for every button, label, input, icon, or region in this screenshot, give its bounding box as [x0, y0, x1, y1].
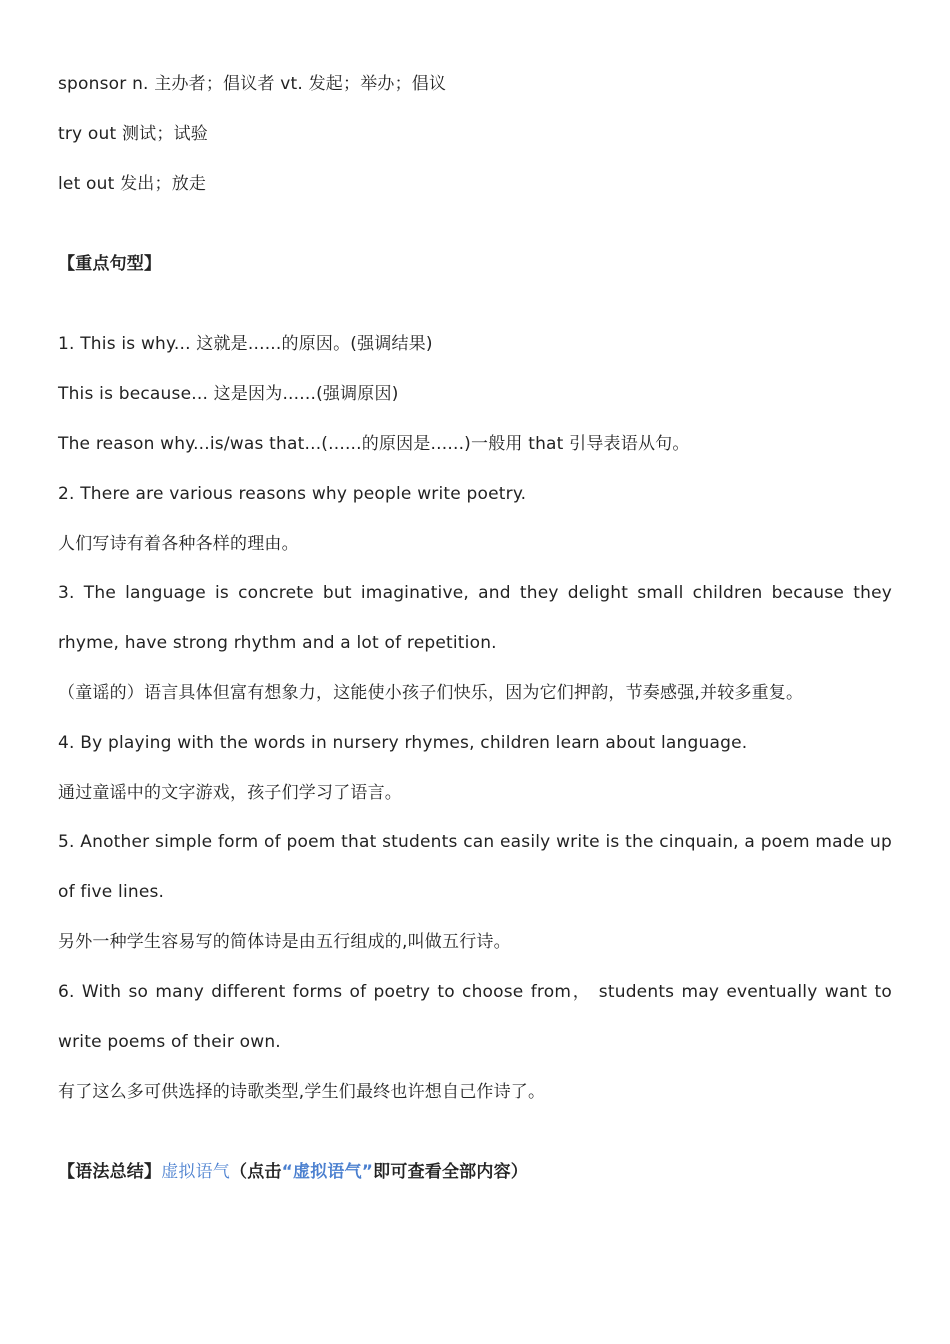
vocab-let-out: let out 发出；放走	[58, 174, 207, 194]
sentence-5-zh: 另外一种学生容易写的简体诗是由五行组成的,叫做五行诗。	[58, 932, 511, 952]
vocab-try-out: try out 测试；试验	[58, 124, 208, 144]
sentence-6-zh: 有了这么多可供选择的诗歌类型,学生们最终也许想自己作诗了。	[58, 1082, 546, 1102]
sentence-5-en-line1: 5. Another simple form of poem that students can easily write is the cinquain, a poem made up	[58, 832, 892, 852]
grammar-note-close: 即可查看全部内容）	[373, 1162, 528, 1182]
grammar-label: 【语法总结】	[58, 1162, 162, 1182]
grammar-note-link[interactable]: “虚拟语气”	[281, 1162, 374, 1182]
sentence-1b: This is because... 这是因为......(强调原因)	[58, 384, 399, 404]
grammar-summary	[58, 1160, 892, 1184]
sentence-4-zh: 通过童谣中的文字游戏，孩子们学习了语言。	[58, 783, 402, 803]
sentence-6-en-line1: 6. With so many different forms of poetry to choose from， students may eventually want to	[58, 982, 892, 1002]
sentence-1a: 1. This is why... 这就是......的原因。(强调结果)	[58, 334, 433, 354]
sentence-5-en-line2: of five lines.	[58, 882, 165, 902]
sentence-3-en-line1: 3. The language is concrete but imaginative, and they delight small children because they	[58, 583, 892, 603]
sentence-2-en: 2. There are various reasons why people write poetry.	[58, 484, 527, 504]
sentence-3-zh: （童谣的）语言具体但富有想象力，这能使小孩子们快乐，因为它们押韵，节奏感强,并较多重复。	[58, 683, 804, 703]
grammar-note-open: （点击	[230, 1162, 282, 1182]
sentence-3-en-line2: rhyme, have strong rhythm and a lot of repetition.	[58, 633, 497, 653]
sentence-1c: The reason why...is/was that...(......的原因是......)一般用 that 引导表语从句。	[58, 434, 690, 454]
grammar-link[interactable]: 虚拟语气	[161, 1162, 231, 1182]
sentence-4-en: 4. By playing with the words in nursery rhymes, children learn about language.	[58, 733, 748, 753]
sentence-2-zh: 人们写诗有着各种各样的理由。	[58, 534, 299, 554]
vocab-sponsor: sponsor n. 主办者；倡议者 vt. 发起；举办；倡议	[58, 74, 447, 94]
section-heading: 【重点句型】	[58, 254, 162, 274]
sentence-6-en-line2: write poems of their own.	[58, 1032, 281, 1052]
